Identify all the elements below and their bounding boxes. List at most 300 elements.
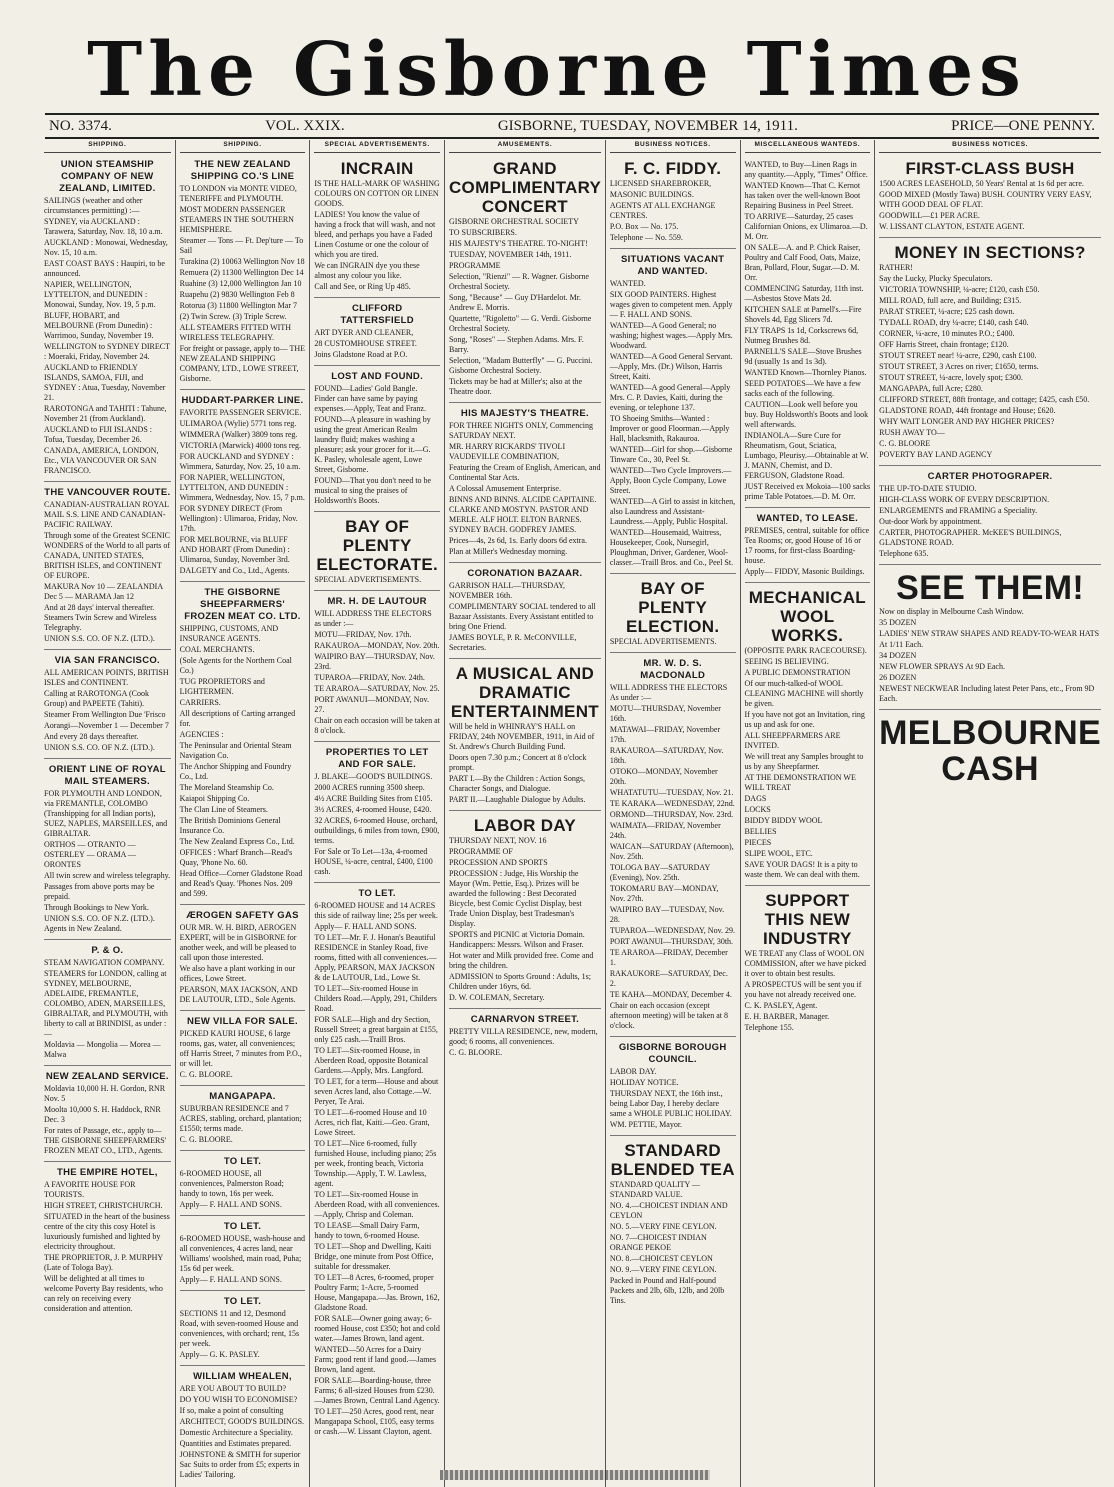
ad-title: SEE THEM!	[896, 568, 1084, 607]
advertisement	[610, 655, 736, 1037]
advertisement	[449, 405, 601, 563]
ad-line: C. G. BLOORE.	[448, 1047, 503, 1057]
ad-line: Selection, "Madam Butterfly" — G. Puccini. Gisborne Orchestral Society.	[448, 355, 593, 375]
advertisement	[314, 156, 440, 298]
ad-line: FOR SALE—Boarding-house, three Farms; 6 all-sized Houses from £230.—James Brown, Central Land Agency.	[314, 1375, 440, 1405]
ad-line: OFFICES : Wharf Branch—Read's Quay, 'Phone No. 60.	[179, 847, 293, 867]
ad-line: PREMISES, central, suitable for office Tea Rooms; or, good House of 16 or 17 rooms, for first-class Boarding-house.	[744, 525, 870, 565]
ad-line: The British Dominions General Insurance Co.	[179, 815, 281, 835]
ad-line: OFF Harris Street, chain frontage; £120.	[879, 339, 1009, 349]
ad-line: Quantities and Estimates prepared.	[179, 1438, 292, 1448]
ad-line: For Sale or To Let—13a, 4-roomed HOUSE, ¼-acre, central, £400, £100 cash.	[314, 846, 433, 876]
ad-line: Selection, "Rienzi" — R. Wagner. Gisborne Orchestral Society.	[448, 271, 589, 291]
ad-line: GOODWILL—£1 PER ACRE.	[879, 210, 980, 220]
ad-title: PROPERTIES TO LET AND FOR SALE.	[325, 746, 429, 770]
ad-line: DALGETY and Co., Ltd., Agents.	[179, 565, 290, 575]
ad-line: W. LISSANT CLAYTON, ESTATE AGENT.	[879, 221, 1025, 231]
ad-line: MR. HARRY RICKARDS' TIVOLI VAUDEVILLE COMBINATION,	[448, 441, 566, 461]
ad-line: ARCHITECT, GOOD'S BUILDINGS.	[179, 1416, 305, 1426]
ad-line: Tickets may be had at Miller's; also at the Theatre door.	[448, 376, 583, 396]
ad-title: HIS MAJESTY'S THEATRE.	[460, 407, 589, 419]
ad-title: GISBORNE BOROUGH COUNCIL.	[618, 1041, 727, 1065]
ad-line: IS THE HALL-MARK OF WASHING COLOURS ON COTTON OR LINEN GOODS.	[314, 178, 440, 208]
advertisement	[449, 565, 601, 659]
ad-line: SECTIONS 11 and 12, Desmond Road, with seven-roomed House and conveniences, with orchard; rent, 15s per week.	[179, 1308, 300, 1348]
ad-line: STOUT STREET, ¼-acre, lovely spot; £300.	[879, 372, 1023, 382]
ad-line: And at 28 days' interval thereafter. Steamers Twin Screw and Wireless Telegraphy.	[44, 602, 157, 632]
ad-title: UNION STEAMSHIP COMPANY OF NEW ZEALAND, LIMITED.	[59, 158, 156, 194]
ad-line: FOR SYDNEY DIRECT (From Wellington) : Ulimaroa, Friday, Nov. 17th.	[179, 503, 298, 533]
advertisement	[314, 514, 440, 591]
ad-line: CANADA, AMERICA, LONDON, Etc., VIA VANCOUVER OR SAN FRANCISCO.	[44, 445, 159, 475]
ad-line: WELLINGTON to SYDNEY DIRECT : Moeraki, Friday, November 24.	[44, 341, 170, 361]
ad-line: FOR SALE—Owner going away; 6-roomed House, cost £350; hot and cold water.—James Brown, land agent.	[314, 1313, 440, 1343]
ad-line: A FAVORITE HOUSE FOR TOURISTS.	[44, 1179, 136, 1199]
ad-title: A MUSICAL AND DRAMATIC ENTERTAINMENT	[450, 663, 599, 721]
ad-line: STEAMERS for LONDON, calling at SYDNEY, MELBOURNE, ADELAIDE, FREMANTLE, COLOMBO, ADEN, MARSEILLES, GIBRALTAR, and PLYMOUTH, with liberty to call at BRINDISI, as under :—	[44, 968, 168, 1038]
ad-line: VICTORIA TOWNSHIP, ¼-acre; £120, cash £50.	[879, 284, 1040, 294]
ad-line: KITCHEN SALE at Parnell's.—Fire Shovels 4d, Egg Slicers 7d.	[744, 304, 862, 324]
ad-title: BAY OF PLENTY ELECTORATE.	[316, 516, 438, 574]
ad-line: Calling at RAROTONGA (Cook Group) and PAPEETE (Tahiti).	[44, 688, 149, 708]
ad-line: ENLARGEMENTS and FRAMING a Speciality.	[879, 505, 1038, 515]
advertisement	[180, 1013, 306, 1086]
ad-line: OTOKO—MONDAY, November 20th.	[609, 766, 718, 786]
ad-line: And every 28 days thereafter.	[44, 731, 139, 741]
ad-line: WIMMERA (Walker) 3809 tons reg.	[179, 429, 298, 439]
ad-line: TUPAROA—FRIDAY, Nov. 24th.	[314, 672, 425, 682]
ad-line: ADMISSION to Sports Ground : Adults, 1s; Children under 16yrs, 6d.	[448, 971, 591, 991]
ad-line: LADIES' NEW STRAW SHAPES AND READY-TO-WEAR HATS	[879, 628, 1100, 638]
ad-line: FLY TRAPS 1s 1d, Corkscrews 6d, Nutmeg Brushes 8d.	[744, 325, 859, 345]
advertisement	[180, 1153, 306, 1216]
ad-line: PROGRAMME	[448, 260, 501, 270]
ad-title: BAY OF PLENTY ELECTION.	[625, 578, 720, 636]
ad-title: HUDDART-PARKER LINE.	[181, 394, 304, 406]
ad-line: GARRISON HALL—THURSDAY, NOVEMBER 16th.	[448, 580, 565, 600]
place-date: GISBORNE, TUESDAY, NOVEMBER 14, 1911.	[497, 117, 798, 134]
ad-line: 3½ ACRES, 4-roomed House, £420.	[314, 804, 432, 814]
column-header: SPECIAL ADVERTISEMENTS.	[314, 140, 440, 153]
ad-title: THE NEW ZEALAND SHIPPING CO.'S LINE	[190, 158, 295, 182]
ad-title: THE VANCOUVER ROUTE.	[44, 486, 171, 498]
ad-line: TO LET—Six-roomed House in Aberdeen Road, with all conveniences.—Apply, Chrisp and Coleman.	[314, 1189, 440, 1219]
ad-line: Through Bookings to New York.	[44, 902, 149, 912]
ad-line: PROCESSION : Judge, His Worship the Mayor (Wm. Pettie, Esq.). Prizes will be awarded the following : Best Decorated Bicycle, best Comic Cyclist Display, best Trade Union Display, best Tradesman's Display.	[448, 868, 582, 928]
ad-line: THE UP-TO-DATE STUDIO.	[879, 483, 977, 493]
ad-line: 35 DOZEN	[879, 617, 917, 627]
ad-line: ORMOND—THURSDAY, Nov. 23rd.	[609, 809, 734, 819]
ad-line: COMPLIMENTARY SOCIAL tendered to all Bazaar Assistants. Every Assistant entitled to bring One Friend.	[448, 601, 596, 631]
ad-title: WILLIAM WHEALEN,	[193, 1370, 292, 1382]
ad-line: TO LET—Nice 6-roomed, fully furnished House, including piano; 25s per week, fronting beach, Victoria Township.—Apply, T. W. Lawless, agent.	[314, 1138, 437, 1188]
ad-line: Telephone 155.	[744, 1022, 794, 1032]
ad-line: 1500 ACRES LEASEHOLD, 50 Years' Rental at 1s 6d per acre.	[879, 178, 1084, 188]
ad-line: COMMENCING Saturday, 11th inst.—Asbestos Stove Mats 2d.	[744, 283, 864, 303]
ad-line: 2000 ACRES running 3500 sheep.	[314, 782, 425, 792]
ad-line: Apply— F. HALL AND SONS.	[179, 1274, 282, 1284]
ad-line: Steamer — Tons — Ft. Dep'ture — To Sail	[179, 235, 304, 255]
ad-line: Moolta 10,000 S. H. Haddock, RNR Dec. 3	[44, 1104, 161, 1124]
advertisement	[314, 885, 440, 1442]
ad-line: WHATATUTU—TUESDAY, Nov. 21.	[609, 787, 734, 797]
advertisement	[314, 368, 440, 512]
ad-line: Plan at Miller's Wednesday morning.	[448, 546, 568, 556]
ad-line: All twin screw and wireless telegraphy.	[44, 870, 171, 880]
ad-title: THE GISBORNE SHEEPFARMERS' FROZEN MEAT CO. LTD.	[184, 586, 301, 622]
column-header: AMUSEMENTS.	[449, 140, 601, 153]
ad-title: CLIFFORD TATTERSFIELD	[340, 302, 414, 326]
ad-line: PORT AWANUI—THURSDAY, 30th.	[609, 936, 734, 946]
ad-line: Rotorua (3) 11800 Wellington Mar 7	[179, 300, 297, 310]
advertisement	[180, 1088, 306, 1151]
ad-line: TO LEASE—Small Dairy Farm, handy to town, 6-roomed House.	[314, 1220, 420, 1240]
ad-line: PRETTY VILLA RESIDENCE, new, modern, good; 6 rooms, all conveniences.	[448, 1026, 598, 1046]
ad-line: STEAM NAVIGATION COMPANY.	[44, 957, 165, 967]
ad-line: UNION S.S. CO. OF N.Z. (LTD.).	[44, 633, 155, 643]
ad-line: CANADIAN-AUSTRALIAN ROYAL MAIL S.S. LINE AND CANADIAN-PACIFIC RAILWAY.	[44, 499, 169, 529]
ad-line: Apply— G. K. PASLEY.	[179, 1349, 260, 1359]
ad-title: LOST AND FOUND.	[331, 370, 424, 382]
advertisement	[610, 1138, 736, 1311]
ad-line: PART I.—By the Children : Action Songs, Character Songs, and Dialogue.	[448, 773, 585, 793]
ad-line: A PUBLIC DEMONSTRATION	[744, 667, 851, 677]
ad-line: The Moreland Steamship Co.	[179, 782, 274, 792]
ad-line: SLIPE WOOL, ETC.	[744, 848, 813, 858]
ad-line: TO LET, for a term—House and about seven Acres land, also Cottage.—W. Peryer, Te Arai.	[314, 1076, 439, 1106]
ad-line: TOKOMARU BAY—MONDAY, Nov. 27th.	[609, 883, 719, 903]
ad-line: LICENSED SHAREBROKER,	[609, 178, 712, 188]
ad-line: TO Shoeing Smiths—Wanted : Improver or good Floorman.—Apply Hall, blacksmith, Rakauroa.	[609, 413, 730, 443]
ad-line: PICKED KAURI HOUSE, 6 large rooms, gas, water, all conveniences; off Harris Street, 7 minutes from P.O., or will let.	[179, 1028, 302, 1068]
ad-line: Moldavia 10,000 H. H. Gordon, RNR Nov. 5	[44, 1083, 166, 1103]
ad-line: WANTED—Girl for shop.—Gisborne Tinware Co., 30, Peel St.	[609, 444, 733, 464]
ad-line: At 1/11 Each.	[879, 639, 924, 649]
ad-title: MR. W. D. S. MACDONALD	[640, 657, 706, 681]
ad-line: AUCKLAND to FIJI ISLANDS : Tofua, Tuesday, December 26.	[44, 424, 153, 444]
ad-line: Ruapehu (2) 9830 Wellington Feb 8	[179, 289, 295, 299]
ad-line: MOTU—FRIDAY, Nov. 17th.	[314, 629, 412, 639]
advertisement	[745, 510, 871, 583]
ad-line: CORNER, ¼-acre, 10 minutes P.O.; £400.	[879, 328, 1015, 338]
ad-title: MELBOURNE CASH	[879, 713, 1101, 788]
advertisement	[180, 156, 306, 390]
ad-line: D. W. COLEMAN, Secretary.	[448, 992, 545, 1002]
ad-line: ART DYER AND CLEANER,	[314, 327, 414, 337]
ad-line: MOTU—THURSDAY, November 16th.	[609, 703, 721, 723]
ad-line: AUCKLAND : Monowai, Wednesday, Nov. 15, 10 a.m.	[44, 237, 168, 257]
ad-line: TO ARRIVE—Saturday, 25 cases Californian Onions, ex Ulimaroa.—D. M. Orr.	[744, 211, 868, 241]
ad-line: NO. 4.—CHOICEST INDIAN AND CEYLON	[609, 1200, 728, 1220]
ad-line: RAKAUKORE—SATURDAY, Dec. 2.	[609, 968, 728, 988]
ad-line: TE ARAROA—SATURDAY, Nov. 25.	[314, 683, 440, 693]
page-edge-artifact	[440, 1470, 710, 1480]
ad-line: THURSDAY NEXT, the 16th inst., being Labor Day, I hereby declare same a WHOLE PUBLIC HOLIDAY.	[609, 1088, 732, 1118]
ad-line: GISBORNE ORCHESTRAL SOCIETY	[448, 216, 579, 226]
ad-line: VICTORIA (Marwick) 4000 tons reg.	[179, 440, 302, 450]
advertisement	[44, 1068, 171, 1162]
ad-line: PARNELL'S SALE—Stove Brushes 9d (usually 1s and 1s 3d).	[744, 346, 862, 366]
ad-line: POVERTY BAY LAND AGENCY	[879, 449, 993, 459]
column-7	[874, 140, 1105, 1487]
advertisement	[745, 585, 871, 886]
advertisement	[610, 1039, 736, 1136]
ad-line: WHY WAIT LONGER AND PAY HIGHER PRICES?	[879, 416, 1055, 426]
ad-line: NAPIER, WELLINGTON, LYTTELTON, and DUNEDIN : Monowai, Sunday, Nov. 19, 5 p.m.	[44, 279, 156, 309]
ad-line: Telephone — No. 559.	[609, 232, 683, 242]
ad-line: For rates of Passage, etc., apply to— THE GISBORNE SHEEPFARMERS' FROZEN MEAT CO., LTD., Agents.	[44, 1125, 167, 1155]
ad-line: TUPAROA—WEDNESDAY, Nov. 29.	[609, 925, 736, 935]
ad-line: SIX GOOD PAINTERS. Highest wages given to competent men. Apply— F. HALL AND SONS.	[609, 289, 733, 319]
ad-line: Through some of the Greatest SCENIC WONDERS of the World to all parts of CANADA, UNITED STATES, BRITISH ISLES, and CONTINENT OF EUROPE.	[44, 530, 171, 580]
ad-line: TUG PROPRIETORS and LIGHTERMEN.	[179, 676, 265, 696]
ad-line: Apply— FIDDY, Masonic Buildings.	[744, 566, 865, 576]
ad-line: ALL STEAMERS FITTED WITH WIRELESS TELEGRAPHY.	[179, 322, 291, 342]
ad-line: FOR AUCKLAND and SYDNEY : Wimmera, Saturday, Nov. 25, 10 a.m.	[179, 451, 301, 471]
ad-line: WAIMATA—FRIDAY, November 24th.	[609, 820, 721, 840]
ad-line: EAST COAST BAYS : Haupiri, to be announced.	[44, 258, 165, 278]
ad-line: 26 DOZEN	[879, 672, 917, 682]
ad-line: PART II.—Laughable Dialogue by Adults.	[448, 794, 586, 804]
ad-line: GLADSTONE ROAD, 44ft frontage and House; £620.	[879, 405, 1056, 415]
ad-line: Featuring the Cream of English, American, and Continental Star Acts.	[448, 462, 601, 482]
ad-line: A Colossal Amusement Enterprise.	[448, 483, 561, 493]
ad-line: STANDARD QUALITY — STANDARD VALUE.	[609, 1179, 701, 1199]
column-4	[444, 140, 605, 1487]
ad-line: NO. 9.—VERY FINE CEYLON.	[609, 1264, 717, 1274]
ad-line: If you have not got an Invitation, ring us up and ask for one.	[744, 709, 865, 729]
ad-line: WANTED—A Girl to assist in kitchen, also Laundress and Assistant-Laundress.—Apply, Public Hospital.	[609, 496, 736, 526]
ad-line: WANTED Known—That C. Kernot has taken over the well-known Boot Repairing Business in Peel Street.	[744, 180, 861, 210]
ad-line: RAKAUROA—MONDAY, Nov. 20th.	[314, 640, 440, 650]
ad-line: AGENTS AT ALL EXCHANGE CENTRES.	[609, 200, 716, 220]
ad-line: The New Zealand Express Co., Ltd.	[179, 836, 295, 846]
advertisement	[180, 1368, 306, 1485]
ad-line: 6-ROOMED HOUSE, all conveniences, Palmerston Road; handy to town, 16s per week.	[179, 1168, 284, 1198]
advertisement	[449, 1011, 601, 1063]
ad-line: WM. PETTIE, Mayor.	[609, 1119, 683, 1129]
ad-line: FOR MELBOURNE, via BLUFF AND HOBART (From Dunedin) : Ulimaroa, Sunday, November 3rd.	[179, 534, 290, 564]
ad-line: Now on display in Melbourne Cash Window.	[879, 606, 1024, 616]
ad-line: We can INGRAIN dye you these almost any colour you like.	[314, 260, 420, 280]
ad-line: JUST Received ex Mokoia—100 sacks prime Table Potatoes.—D. M. Orr.	[744, 481, 871, 501]
ad-line: NO. 5.—VERY FINE CEYLON.	[609, 1221, 717, 1231]
column-5	[605, 140, 740, 1487]
ad-line: SAILINGS (weather and other circumstances permitting) :—	[44, 195, 143, 215]
ad-line: Head Office—Corner Gladstone Road and Read's Quay. 'Phones Nos. 209 and 599.	[179, 868, 303, 898]
ad-line: TO LET—Mr. F. J. Honan's Beautiful RESIDENCE in Stanley Road, five rooms, fitted with all conveniences.—Apply, PEARSON, MAX JACKSON & de LAUTOUR, Ltd., Lowe St.	[314, 932, 437, 982]
ad-line: DAGS	[744, 793, 767, 803]
ad-line: Chair on each occasion (except afternoon meeting) will be taken at 8 o'clock.	[609, 1000, 729, 1030]
advertisement	[449, 156, 601, 403]
ad-title: LABOR DAY	[473, 815, 577, 835]
advertisement	[745, 888, 871, 1038]
ad-title: VIA SAN FRANCISCO.	[54, 654, 160, 666]
ad-line: WAICAN—SATURDAY (Afternoon), Nov. 25th.	[609, 841, 734, 861]
ad-title: TO LET.	[358, 887, 396, 899]
advertisement	[879, 468, 1101, 565]
ad-line: J. BLAKE—GOOD'S BUILDINGS.	[314, 771, 433, 781]
ad-line: STOUT STREET near! ¼-acre, £290, cash £100.	[879, 350, 1037, 360]
ad-line: 32 ACRES, 6-roomed House, orchard, outbuildings, 6 miles from town, £900, terms.	[314, 815, 440, 845]
ad-line: SITUATED in the heart of the business centre of the city this cosy Hotel is luxuriously furnished and lighted by electricity throughout.	[44, 1211, 170, 1251]
ad-line: 4½ ACRE Building Sites from £105.	[314, 793, 433, 803]
ad-line: TE KARAKA—WEDNESDAY, 22nd.	[609, 798, 735, 808]
advertisement	[879, 240, 1101, 466]
ad-line: MOST MODERN PASSENGER STEAMERS IN THE SOUTHERN HEMISPHERE.	[179, 204, 294, 234]
ad-line: 6-ROOMED HOUSE, wash-house and all conveniences, 4 acres land, near Williams' woolshed, main road, Puha; 15s 6d per week.	[179, 1233, 305, 1273]
ad-line: Domestic Architecture a Speciality.	[179, 1427, 293, 1437]
ad-title: CARNARVON STREET.	[470, 1013, 580, 1025]
advertisement	[314, 744, 440, 883]
ad-line: SPECIAL ADVERTISEMENTS.	[609, 636, 717, 646]
ad-title: THE EMPIRE HOTEL,	[57, 1166, 158, 1178]
ad-line: If so, make a point of consulting	[179, 1405, 284, 1415]
ad-line: We also have a plant working in our offices, Lowe Street.	[179, 963, 296, 983]
column-2	[175, 140, 310, 1487]
ad-line: C. K. PASLEY, Agent.	[744, 1000, 818, 1010]
advertisement	[879, 156, 1101, 238]
ad-title: FIRST-CLASS BUSH	[905, 158, 1075, 178]
advertisement	[44, 761, 171, 940]
dateline	[45, 113, 1099, 139]
ad-line: WANTED—A Good General; no washing; highest wages.—Apply Mrs. Woodward.	[609, 320, 733, 350]
ad-title: SUPPORT THIS NEW INDUSTRY	[763, 890, 852, 948]
ad-line: PARAT STREET, ¼-acre; £25 cash down.	[879, 306, 1015, 316]
volume: VOL. XXIX.	[265, 117, 345, 134]
ad-line: ULIMAROA (Wylie) 5771 tons reg.	[179, 418, 297, 428]
ad-line: AT THE DEMONSTRATION WE WILL TREAT	[744, 772, 856, 792]
ad-title: CORONATION BAZAAR.	[467, 567, 583, 579]
ad-line: WANTED, to Buy—Linen Rags in any quantity.—Apply, "Times" Office.	[744, 159, 868, 179]
ad-title: WANTED, TO LEASE.	[756, 512, 859, 524]
ad-line: CLIFFORD STREET, 88ft frontage, and cottage; £425, cash £50.	[879, 394, 1090, 404]
ad-line: We will treat any Samples brought to us by any Sheepfarmer.	[744, 751, 864, 771]
price: PRICE—ONE PENNY.	[951, 117, 1095, 134]
ad-line: Aorangi—November 1 — December 7	[44, 720, 169, 730]
column-header: MISCELLANEOUS WANTEDS.	[745, 140, 871, 153]
ad-line: MATAWAI—FRIDAY, November 17th.	[609, 724, 721, 744]
ad-line: SAVE YOUR DAGS! It is a pity to waste them. We can deal with them.	[744, 859, 860, 879]
issue-number: NO. 3374.	[49, 117, 112, 134]
ad-line: NEWEST NECKWEAR Including latest Peter Pans, etc., From 9D Each.	[879, 683, 1095, 703]
ad-line: RUSH AWAY TO—	[879, 427, 945, 437]
column-3	[309, 140, 444, 1487]
advertisement	[44, 1164, 171, 1319]
ad-line: NO. 8.—CHOICEST CEYLON	[609, 1253, 713, 1263]
ad-line: TOLOGA BAY—SATURDAY (Evening), Nov. 25th.	[609, 862, 710, 882]
ad-line: FOR NAPIER, WELLINGTON, LYTTELTON, AND DUNEDIN : Wimmera, Wednesday, Nov. 15, 7 p.m.	[179, 472, 305, 502]
ad-line: WILL ADDRESS THE ELECTORS as under :—	[314, 608, 432, 628]
ad-title: GRAND COMPLIMENTARY CONCERT	[448, 158, 602, 216]
ad-line: WANTED—A good General—Apply Mrs. C. P. Davies, Kaiti, during the evening, or telephone 137.	[609, 382, 731, 412]
ad-title: F. C. FIDDY.	[624, 158, 722, 178]
ad-line: BLUFF, HOBART, and MELBOURNE (From Dunedin) : Warrimoo, Sunday, November 19.	[44, 310, 154, 340]
ad-line: WE TREAT any Class of WOOL ON COMMISSION, after we have picked it over to obtain best results.	[744, 948, 867, 978]
ad-line: Ruahine (3) 12,000 Wellington Jan 10	[179, 278, 302, 288]
ad-line: CAUTION—Look well before you buy. Buy Holdsworth's Boots and look well afterwards.	[744, 399, 869, 429]
newspaper-title: The Gisborne Times	[87, 27, 1027, 113]
ad-line: JOHNSTONE & SMITH for superior Sac Suits to order from £5; experts in Ladies' Tailoring.	[179, 1449, 301, 1479]
ad-line: (2) Twin Screw. (3) Triple Screw.	[179, 311, 287, 321]
ad-line: HOLIDAY NOTICE.	[609, 1077, 679, 1087]
ad-line: LADIES! You know the value of having a frock that will wash, and not bleed, and perhaps you have a Faded Linen Costume or one the colour of which you are tired.	[314, 209, 436, 259]
ad-line: Call and See, or Ring Up 485.	[314, 281, 411, 291]
ad-line: PIECES	[744, 837, 772, 847]
ad-title: MR. H. DE LAUTOUR	[327, 595, 427, 607]
ad-line: C. G. BLOORE	[879, 438, 931, 448]
ad-line: TE KAHA—MONDAY, December 4.	[609, 989, 732, 999]
ad-line: RAROTONGA and TAHITI : Tahune, November 21 (from Auckland).	[44, 403, 167, 423]
ad-line: Of our much-talked-of WOOL CLEANING MACHINE will shortly be given.	[744, 678, 864, 708]
ad-line: E. H. BARBER, Manager.	[744, 1011, 830, 1021]
ad-line: ON SALE—A. and P. Chick Raiser, Poultry and Calf Food, Oats, Maize, Bran, Pollard, Flour, Sugar.—D. M. Orr.	[744, 242, 861, 282]
advertisement	[180, 392, 306, 582]
advertisement	[180, 1293, 306, 1366]
ad-line: TE ARAROA—FRIDAY, December 1.	[609, 947, 728, 967]
ad-line: OUR MR. W. H. BIRD, AEROGEN EXPERT, will be in GISBORNE for another week, and will be pleased to call upon those interested.	[179, 922, 297, 962]
ad-line: JAMES BOYLE, P. R. McCONVILLE, Secretaries.	[448, 632, 577, 652]
ad-line: UNION S.S. CO. OF N.Z. (LTD.).	[44, 742, 155, 752]
ad-line: Will be held in WHINRAY'S HALL on FRIDAY, 24th NOVEMBER, 1911, in Aid of St. Andrew's Church Building Fund.	[448, 721, 595, 751]
advertisement	[745, 156, 871, 508]
advertisement	[610, 251, 736, 574]
ad-line: NEW FLOWER SPRAYS At 9D Each.	[879, 661, 1005, 671]
ad-line: THE PROPRIETOR, J. P. MURPHY (Late of Tologa Bay).	[44, 1252, 163, 1272]
ad-line: STOUT STREET, 3 Acres on river; £1650, terms.	[879, 361, 1039, 371]
column-6	[740, 140, 875, 1487]
ad-line: TO LET—6-roomed House and 10 Acres, rich flat, Kaiti.—Geo. Grant, Lowe Street.	[314, 1107, 430, 1137]
ad-title: TO LET.	[223, 1220, 262, 1232]
ad-title: TO LET.	[223, 1155, 262, 1167]
ad-line: MASONIC BUILDINGS.	[609, 189, 694, 199]
ad-line: P.O. Box — No. 175.	[609, 221, 679, 231]
ad-line: UNION S.S. CO. OF N.Z. (LTD.). Agents in New Zealand.	[44, 913, 155, 933]
ad-line: SHIPPING, CUSTOMS, AND INSURANCE AGENTS.	[179, 623, 279, 643]
ad-line: All descriptions of Carting arranged for.	[179, 708, 296, 728]
ad-line: WANTED—50 Acres for a Dairy Farm; good rent if land good.—James Brown, land agent.	[314, 1344, 437, 1374]
ad-line: FOUND—That you don't need to be musical to sing the praises of Holdsworth's Boots.	[314, 475, 432, 505]
advertisement	[180, 907, 306, 1011]
ad-line: BELLIES	[744, 826, 777, 836]
ad-line: LOCKS	[744, 804, 771, 814]
ad-line: MANGAPAPA, full Acre; £280.	[879, 383, 983, 393]
ad-line: Will be delighted at all times to welcome Poverty Bay residents, who can rely on receiving every consideration and attention.	[44, 1273, 163, 1313]
ad-line: Say the Lucky, Plucky Speculators.	[879, 273, 993, 283]
ad-line: Packed in Pound and Half-pound Packets and 2lb, 6lb, 12lb, and 20lb Tins.	[609, 1275, 725, 1305]
ad-line: 6-ROOMED HOUSE and 14 ACRES this side of railway line; 25s per week.	[314, 900, 438, 920]
ad-line: The Peninsular and Oriental Steam Navigation Co.	[179, 740, 292, 760]
ad-line: COAL MERCHANTS.	[179, 644, 255, 654]
ad-line: AUCKLAND to FRIENDLY ISLANDS, SAMOA, FIJI, and SYDNEY : Atua, Tuesday, November 21.	[44, 362, 166, 402]
ad-line: CARTER, PHOTOGRAPHER. McKEE'S BUILDINGS, GLADSTONE ROAD.	[879, 527, 1062, 547]
advertisement	[879, 712, 1101, 791]
advertisement	[449, 813, 601, 1009]
ad-line: PEARSON, MAX JACKSON, AND DE LAUTOUR, LTD., Sole Agents.	[179, 984, 298, 1004]
ad-line: Chair on each occasion will be taken at 8 o'clock.	[314, 715, 440, 735]
column-1	[40, 140, 175, 1487]
ad-line: TO LET—8 Acres, 6-roomed, proper Poultry Farm; 1-Acre, 5-roomed House, Mangapapa.—Jas. Brown, 162, Gladstone Road.	[314, 1272, 440, 1312]
ad-line: HIGH STREET, CHRISTCHURCH.	[44, 1200, 163, 1210]
ad-line: FOR SALE—High and dry Section, Russell Street; a great bargain at £155, only £25 cash.—Traill Bros.	[314, 1014, 438, 1044]
ad-line: MAKURA Nov 10 — ZEALANDIA Dec 5 — MARAMA Jan 12	[44, 581, 163, 601]
ad-title: CARTER PHOTOGRAPER.	[927, 470, 1053, 482]
ad-title: ÆROGEN SAFETY GAS	[186, 909, 299, 921]
ad-line: DO YOU WISH TO ECONOMISE?	[179, 1394, 298, 1404]
ad-line: HIGH-CLASS WORK OF EVERY DESCRIPTION.	[879, 494, 1050, 504]
ad-line: Apply— F. HALL AND SONS.	[314, 921, 417, 931]
ad-line: INDIANOLA—Sure Cure for Rheumatism, Gout, Sciatica, Lumbago, Pleurisy.—Obtainable at W. J. MANN, Chemist, and D. FERGUSON, Gladstone Road.	[744, 430, 869, 480]
